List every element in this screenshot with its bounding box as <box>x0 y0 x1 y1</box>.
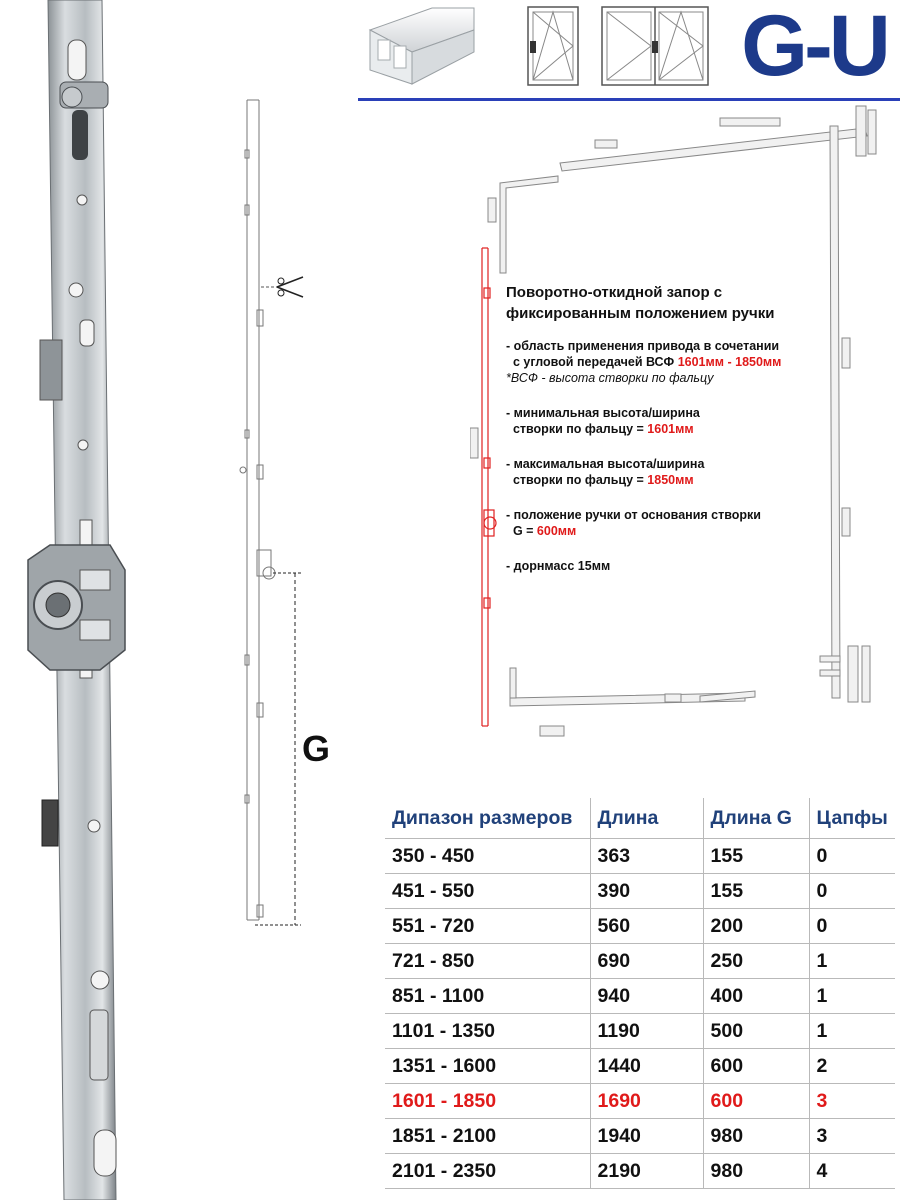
cell-pins: 1 <box>809 944 895 979</box>
cell-pins: 3 <box>809 1119 895 1154</box>
cell-size-range: 1601 - 1850 <box>385 1084 590 1119</box>
description-title-line1: Поворотно-откидной запор с <box>506 284 723 301</box>
cell-length: 1940 <box>590 1119 703 1154</box>
cell-pins: 3 <box>809 1084 895 1119</box>
gu-logo: G-U <box>741 0 887 94</box>
cell-length: 1690 <box>590 1084 703 1119</box>
table-row <box>385 1014 895 1049</box>
spec-value-red: 1601мм <box>647 422 694 436</box>
spec-line: - дорнмасс 15мм <box>506 559 611 573</box>
spec-value-red: 600мм <box>536 524 577 538</box>
cell-length: 1440 <box>590 1049 703 1084</box>
cell-length-g: 600 <box>703 1049 809 1084</box>
table-row <box>385 839 895 874</box>
cell-pins: 1 <box>809 1014 895 1049</box>
cell-size-range: 851 - 1100 <box>385 979 590 1014</box>
rod-technical-drawing <box>225 95 345 935</box>
spec-line <box>506 421 896 437</box>
header-length-g: Длина G <box>703 798 809 839</box>
cell-pins: 1 <box>809 979 895 1014</box>
spec-application-range <box>506 338 896 386</box>
espagnolette-bar-photo <box>20 0 140 1200</box>
cell-length-g: 980 <box>703 1119 809 1154</box>
table-row <box>385 944 895 979</box>
spec-min-size <box>506 405 896 437</box>
spec-line: - максимальная высота/ширина <box>506 457 705 471</box>
cell-length-g: 500 <box>703 1014 809 1049</box>
profile-thumbnail <box>362 0 477 88</box>
size-table <box>385 798 895 1189</box>
cell-length: 940 <box>590 979 703 1014</box>
cell-length-g: 980 <box>703 1154 809 1189</box>
cell-length-g: 200 <box>703 909 809 944</box>
spec-line: - область применения привода в сочетании <box>506 339 780 353</box>
cell-size-range: 350 - 450 <box>385 839 590 874</box>
table-row <box>385 1049 895 1084</box>
cell-pins: 2 <box>809 1049 895 1084</box>
table-row <box>385 979 895 1014</box>
spec-text: с угловой передачей ВСФ <box>512 355 678 369</box>
cell-size-range: 1851 - 2100 <box>385 1119 590 1154</box>
spec-backset <box>506 558 896 574</box>
cell-pins: 0 <box>809 909 895 944</box>
cell-size-range: 2101 - 2350 <box>385 1154 590 1189</box>
cell-length: 1190 <box>590 1014 703 1049</box>
spec-text: створки по фальцу = <box>512 422 648 436</box>
table-row <box>385 909 895 944</box>
cell-length-g: 400 <box>703 979 809 1014</box>
cell-pins: 4 <box>809 1154 895 1189</box>
spec-handle-position <box>506 507 896 539</box>
cell-length-g: 250 <box>703 944 809 979</box>
spec-text: створки по фальцу = <box>512 473 648 487</box>
spec-max-size <box>506 456 896 488</box>
spec-line: - положение ручки от основания створки <box>506 508 761 522</box>
cell-pins: 0 <box>809 874 895 909</box>
table-row-highlighted <box>385 1084 895 1119</box>
table-header-row <box>385 798 895 839</box>
cell-size-range: 1101 - 1350 <box>385 1014 590 1049</box>
cell-length: 560 <box>590 909 703 944</box>
spec-line <box>506 472 896 488</box>
description-title <box>506 282 896 324</box>
cell-length: 390 <box>590 874 703 909</box>
spec-footnote: *ВСФ - высота створки по фальцу <box>506 371 714 385</box>
description-title-line2: фиксированным положением ручки <box>506 305 775 322</box>
cell-pins: 0 <box>809 839 895 874</box>
spec-text: G = <box>512 524 537 538</box>
header-size-range: Дипазон размеров <box>385 798 590 839</box>
cell-size-range: 721 - 850 <box>385 944 590 979</box>
header-pins: Цапфы <box>809 798 895 839</box>
cell-length: 690 <box>590 944 703 979</box>
cell-size-range: 451 - 550 <box>385 874 590 909</box>
spec-value-red: 1601мм - 1850мм <box>677 355 782 369</box>
table-row <box>385 1119 895 1154</box>
table-row <box>385 874 895 909</box>
cell-length: 2190 <box>590 1154 703 1189</box>
g-dimension-label: G <box>302 728 331 769</box>
spec-line <box>506 523 896 539</box>
cell-size-range: 551 - 720 <box>385 909 590 944</box>
cell-size-range: 1351 - 1600 <box>385 1049 590 1084</box>
table-row <box>385 1154 895 1189</box>
spec-line: - минимальная высота/ширина <box>506 406 700 420</box>
cell-length-g: 155 <box>703 874 809 909</box>
cell-length: 363 <box>590 839 703 874</box>
product-description <box>506 282 896 593</box>
spec-line <box>506 354 896 370</box>
double-window-icon <box>600 5 710 87</box>
cell-length-g: 155 <box>703 839 809 874</box>
cell-length-g: 600 <box>703 1084 809 1119</box>
header-length: Длина <box>590 798 703 839</box>
spec-value-red: 1850мм <box>647 473 694 487</box>
tilt-turn-window-icon <box>522 5 582 87</box>
